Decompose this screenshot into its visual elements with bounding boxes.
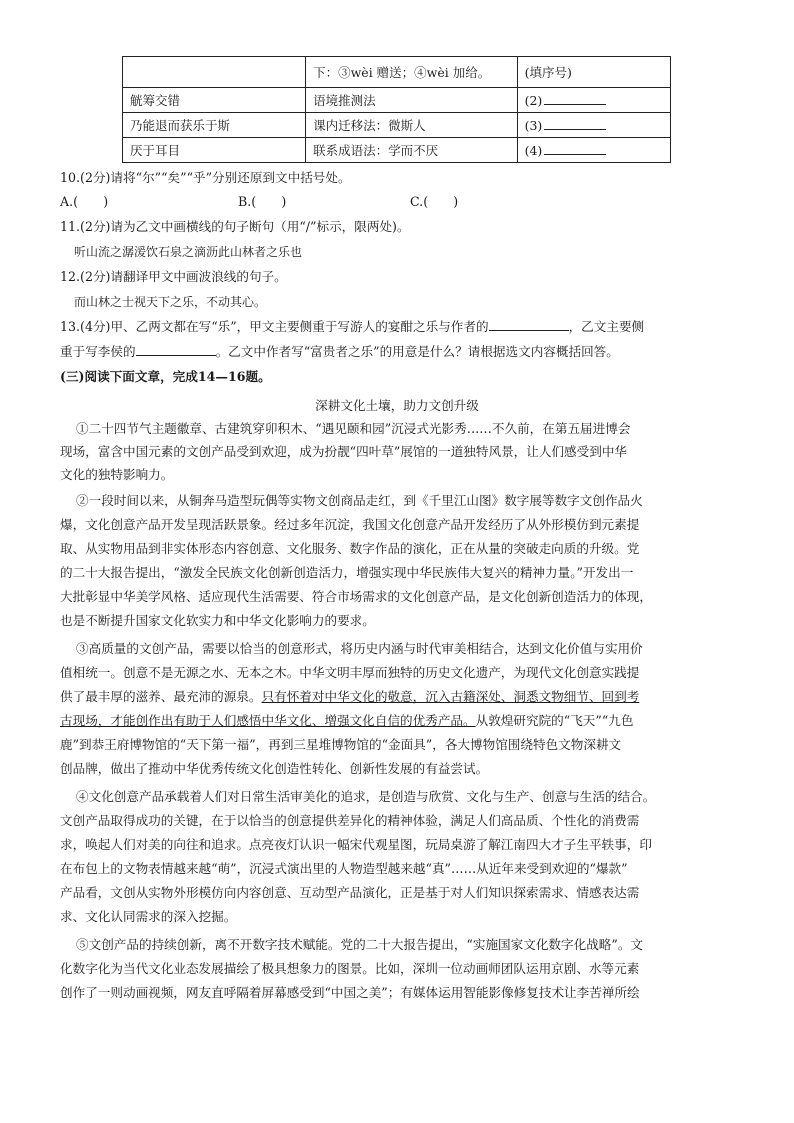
- table-row: [123, 57, 671, 88]
- answer-blank[interactable]: [544, 142, 606, 155]
- question-12-stem: 12.(2分)请翻译甲文中画波浪线的句子。: [60, 269, 287, 284]
- paragraph-5-line: 创作了一则动画视频，网友直呼隔着屏幕感受到“中国之美”；有媒体运用智能影像修复技术让李苦禅所绘: [60, 985, 640, 1000]
- paragraph-3-line: [60, 712, 633, 730]
- table-cell-word: 觥筹交错: [123, 88, 306, 113]
- paragraph-2-line: 大批彰显中华美学风格、适应现代生活需要、符合市场需求的文化创意产品，是文化创新创造活力的体现，: [60, 589, 652, 604]
- paragraph-2-line: 爆，文化创意产品开发呈现活跃景象。经过多年沉淀，我国文化创意产品开发经历了从外形模仿到元素提: [60, 517, 640, 532]
- table-cell-word: 厌于耳目: [123, 138, 306, 163]
- paragraph-4-line: ④文化创意产品承载着人们对日常生活审美化的追求，是创造与欣赏、文化与生产、创意与生活的结合。: [76, 789, 656, 804]
- paragraph-1-line: 现场，富含中国元素的文创产品受到欢迎，成为扮靓“四叶草”展馆的一道独特风景，让人们感受到中华: [60, 444, 628, 459]
- paragraph-4-line: 文创产品取得成功的关键，在于以恰当的创意提供差异化的精神体验，满足人们高品质、个性化的消费需: [60, 813, 640, 828]
- question-13-part1: 13.(4分)甲、乙两文都在写“乐”，甲文主要侧重于写游人的宴酣之乐与作者的: [60, 319, 489, 334]
- underlined-sentence: 古现场，才能创作出有助于人们感悟中华文化、增强文化自信的优秀产品。: [60, 713, 476, 728]
- article-title: 深耕文化土壤，助力文创升级: [315, 398, 479, 413]
- question-12-sentence: 而山林之士视天下之乐，不动其心。: [74, 295, 267, 309]
- table-row: [123, 138, 671, 163]
- table-cell-method: 下：③wèi 赠送；④wèi 加给。: [306, 57, 517, 88]
- paragraph-3-text: 供了最丰厚的滋养、最充沛的源泉。: [60, 689, 262, 704]
- question-10-option-c[interactable]: C.( ): [410, 194, 459, 209]
- question-13-line2: [60, 343, 619, 361]
- table-cell-method: 课内迁移法：微斯人: [306, 113, 517, 138]
- question-10-option-a[interactable]: A.( ): [60, 194, 109, 209]
- paragraph-4-line: 求、文化认同需求的深入挖掘。: [60, 909, 237, 924]
- question-13-blank-1[interactable]: [489, 318, 569, 331]
- table-cell-answer: [517, 88, 670, 113]
- paragraph-1-line: 文化的独特影响力。: [60, 467, 174, 482]
- table-cell-answer: (填序号): [517, 57, 670, 88]
- question-13-part4: 。乙文中作者写“富贵者之乐”的用意是什么？请根据选文内容概括回答。: [215, 344, 619, 359]
- section-3-heading: (三)阅读下面文章，完成14—16题。: [60, 369, 271, 384]
- question-10-stem: 10.(2分)请将“尔”“矣”“乎”分别还原到文中括号处。: [60, 170, 351, 185]
- paragraph-2-line: 也是不断提升国家文化软实力和中华文化影响力的要求。: [60, 613, 375, 628]
- paragraph-3-line: 鹿”到恭王府博物馆的“天下第一福”，再到三星堆博物馆的“金面具”，各大博物馆围绕特色文物深耕文: [60, 737, 622, 752]
- table-cell-word: 乃能退而获乐于斯: [123, 113, 306, 138]
- paragraph-1-line: ①二十四节气主题徽章、古建筑穿卯积木、“遇见颐和园”沉浸式光影秀……不久前，在第五届进博会: [76, 421, 631, 436]
- paragraph-3-line: [60, 688, 639, 706]
- question-13-line1: [60, 318, 644, 336]
- question-13-part3: 重于写李侯的: [60, 344, 136, 359]
- answer-blank[interactable]: [544, 117, 606, 130]
- paragraph-5-line: ⑤文创产品的持续创新，离不开数字技术赋能。党的二十大报告提出，“实施国家文化数字化战略”。文: [76, 937, 644, 952]
- paragraph-3-line: 创品牌，做出了推动中华优秀传统文化创造性转化、创新性发展的有益尝试。: [60, 761, 489, 776]
- table-cell-method: 语境推测法: [306, 88, 517, 113]
- paragraph-3-line: ③高质量的文创产品，需要以恰当的创意形式，将历史内涵与时代审美相结合，达到文化价值与实用价: [76, 641, 643, 656]
- paragraph-2-line: ②一段时间以来，从铜奔马造型玩偶等实物文创商品走红，到《千里江山图》数字展等数字文创作品火: [76, 493, 643, 508]
- table-cell-method: 联系成语法：学而不厌: [306, 138, 517, 163]
- question-13-blank-2[interactable]: [136, 343, 216, 356]
- table-cell-answer: [517, 138, 670, 163]
- method-table: [122, 56, 671, 163]
- answer-number: (3): [524, 118, 543, 133]
- question-10-option-b[interactable]: B.( ): [238, 194, 287, 209]
- paragraph-3-line: 值相统一。创意不是无源之水、无本之木。中华文明丰厚而独特的历史文化遗产，为现代文化创意实践提: [60, 665, 640, 680]
- answer-number: (2): [524, 93, 543, 108]
- paragraph-5-line: 化数字化为当代文化业态发展描绘了极具想象力的图景。比如，深圳一位动画师团队运用京剧、水等元素: [60, 961, 640, 976]
- paragraph-2-line: 取、从实物用品到非实体形态内容创意、文化服务、数字作品的演化，正在从量的突破走向质的升级。党: [60, 541, 640, 556]
- paragraph-2-line: 的二十大报告提出，“激发全民族文化创新创造活力，增强实现中华民族伟大复兴的精神力量。”开发出一: [60, 565, 634, 580]
- paragraph-3-text: 从敦煌研究院的“飞天”“九色: [475, 713, 634, 728]
- question-13-part2: ，乙文主要侧: [568, 319, 645, 334]
- table-cell-answer: [517, 113, 670, 138]
- question-11-stem: 11.(2分)请为乙文中画横线的句子断句（用“/”标示，限两处)。: [60, 219, 410, 234]
- paragraph-4-line: 产品看，文创从实物外形模仿向内容创意、互动型产品演化，正是基于对人们知识探索需求、情感表达需: [60, 885, 640, 900]
- table-cell-word: [123, 57, 306, 88]
- paragraph-4-line: 求，唤起人们对美的向往和追求。点亮夜灯认识一幅宋代观星图，玩局桌游了解江南四大才子生平轶事，印: [60, 837, 652, 852]
- answer-blank[interactable]: [544, 92, 606, 105]
- paragraph-4-line: 在布包上的文物表情越来越“萌”，沉浸式演出里的人物造型越来越“真”……从近年来受到欢迎的“爆款”: [60, 861, 628, 876]
- underlined-sentence: 只有怀着对中华文化的敬意，沉入古籍深处、洞悉文物细节、回到考: [261, 689, 640, 704]
- question-11-sentence: 听山流之潺湲饮石泉之滴沥此山林者之乐也: [74, 245, 303, 259]
- table-row: [123, 113, 671, 138]
- answer-number: (4): [524, 143, 543, 158]
- table-row: [123, 88, 671, 113]
